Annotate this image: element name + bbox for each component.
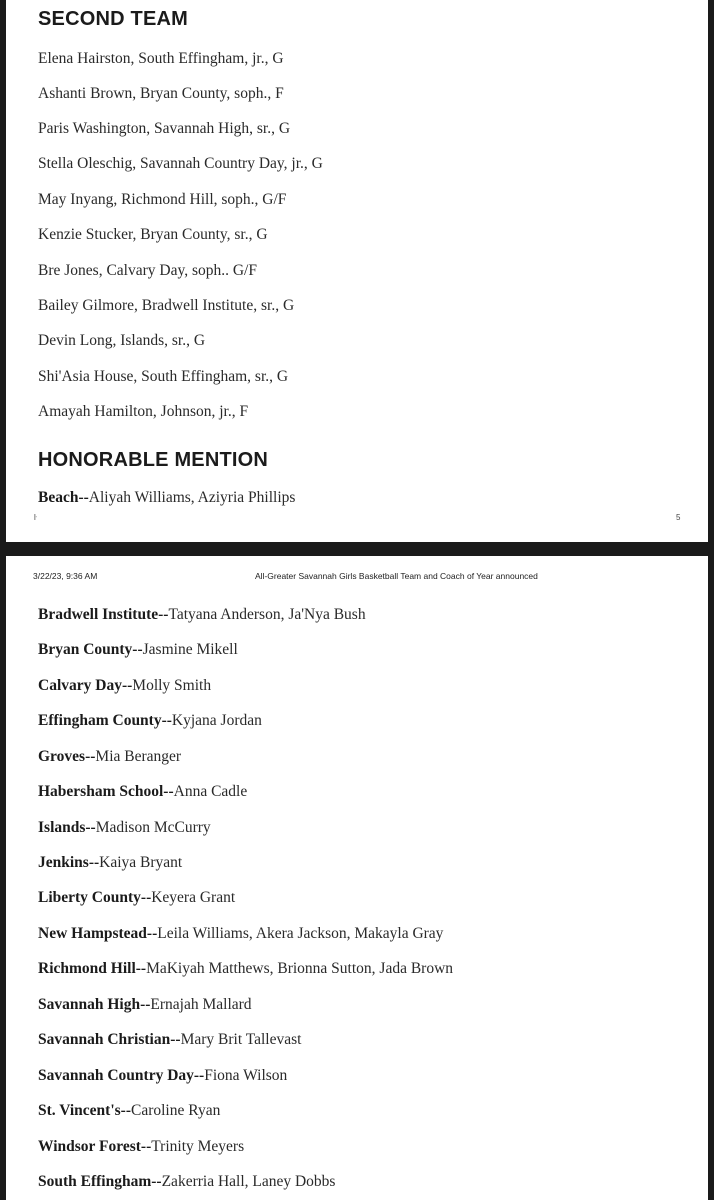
second-team-entry: Bailey Gilmore, Bradwell Institute, sr., G bbox=[38, 297, 295, 314]
honorable-mention-entry bbox=[38, 1102, 220, 1120]
school-name: St. Vincent's-- bbox=[38, 1102, 131, 1119]
player-names: Anna Cadle bbox=[173, 783, 248, 800]
school-name: Savannah Christian-- bbox=[38, 1031, 181, 1048]
honorable-mention-entry bbox=[38, 712, 262, 730]
school-name: Beach-- bbox=[38, 489, 89, 506]
honorable-mention-entry bbox=[38, 783, 247, 801]
player-names: Keyera Grant bbox=[151, 889, 236, 906]
player-names: Madison McCurry bbox=[95, 819, 211, 836]
school-name: Groves-- bbox=[38, 748, 96, 765]
school-name: Richmond Hill-- bbox=[38, 960, 147, 977]
player-names: Trinity Meyers bbox=[151, 1138, 245, 1155]
honorable-mention-entry bbox=[38, 960, 453, 978]
player-names: Jasmine Mikell bbox=[142, 641, 238, 658]
school-name: Savannah High-- bbox=[38, 996, 151, 1013]
honorable-mention-entry bbox=[38, 1173, 335, 1191]
school-name: Islands-- bbox=[38, 819, 96, 836]
school-name: Habersham School-- bbox=[38, 783, 174, 800]
honorable-mention-entry bbox=[38, 889, 235, 907]
school-name: New Hampstead-- bbox=[38, 925, 158, 942]
school-name: South Effingham-- bbox=[38, 1173, 162, 1190]
player-names: Tatyana Anderson, Ja'Nya Bush bbox=[168, 606, 366, 623]
player-names: Aliyah Williams, Aziyria Phillips bbox=[88, 489, 296, 506]
player-names: Fiona Wilson bbox=[204, 1067, 288, 1084]
school-name: Effingham County-- bbox=[38, 712, 172, 729]
document-page-1 bbox=[6, 0, 708, 542]
player-names: Mia Beranger bbox=[95, 748, 182, 765]
school-name: Bryan County-- bbox=[38, 641, 143, 658]
player-names: Leila Williams, Akera Jackson, Makayla Gray bbox=[157, 925, 444, 942]
honorable-mention-entry bbox=[38, 925, 443, 943]
honorable-mention-entry bbox=[38, 677, 211, 695]
honorable-mention-entry bbox=[38, 489, 295, 507]
page-edge-mark: ŀ bbox=[34, 513, 37, 522]
school-name: Calvary Day-- bbox=[38, 677, 133, 694]
school-name: Liberty County-- bbox=[38, 889, 152, 906]
second-team-entry: Shi'Asia House, South Effingham, sr., G bbox=[38, 368, 289, 385]
player-names: MaKiyah Matthews, Brionna Sutton, Jada Brown bbox=[146, 960, 454, 977]
second-team-entry: Amayah Hamilton, Johnson, jr., F bbox=[38, 403, 249, 420]
honorable-mention-entry bbox=[38, 819, 211, 837]
school-name: Windsor Forest-- bbox=[38, 1138, 152, 1155]
honorable-mention-heading: HONORABLE MENTION bbox=[38, 449, 269, 471]
print-header-title: All-Greater Savannah Girls Basketball Team and Coach of Year announced bbox=[255, 571, 538, 581]
player-names: Molly Smith bbox=[132, 677, 212, 694]
second-team-entry: Stella Oleschig, Savannah Country Day, jr., G bbox=[38, 155, 323, 172]
honorable-mention-entry bbox=[38, 641, 238, 659]
honorable-mention-entry bbox=[38, 1031, 301, 1049]
document-page-2 bbox=[6, 556, 708, 1200]
second-team-entry: Devin Long, Islands, sr., G bbox=[38, 332, 206, 349]
player-names: Kyjana Jordan bbox=[171, 712, 262, 729]
player-names: Caroline Ryan bbox=[131, 1102, 221, 1119]
second-team-entry: Bre Jones, Calvary Day, soph.. G/F bbox=[38, 262, 257, 279]
honorable-mention-entry bbox=[38, 1067, 287, 1085]
second-team-entry: Elena Hairston, South Effingham, jr., G bbox=[38, 50, 284, 67]
honorable-mention-entry bbox=[38, 748, 181, 766]
player-names: Kaiya Bryant bbox=[99, 854, 183, 871]
second-team-entry: Paris Washington, Savannah High, sr., G bbox=[38, 120, 291, 137]
player-names: Ernajah Mallard bbox=[150, 996, 252, 1013]
honorable-mention-entry bbox=[38, 1138, 244, 1156]
honorable-mention-entry bbox=[38, 996, 252, 1014]
print-date: 3/22/23, 9:36 AM bbox=[33, 571, 98, 581]
school-name: Bradwell Institute-- bbox=[38, 606, 169, 623]
honorable-mention-entry bbox=[38, 854, 182, 872]
school-name: Jenkins-- bbox=[38, 854, 100, 871]
second-team-entry: May Inyang, Richmond Hill, soph., G/F bbox=[38, 191, 287, 208]
school-name: Savannah Country Day-- bbox=[38, 1067, 205, 1084]
player-names: Mary Brit Tallevast bbox=[180, 1031, 302, 1048]
page-edge-mark: 5 bbox=[676, 513, 681, 522]
second-team-entry: Kenzie Stucker, Bryan County, sr., G bbox=[38, 226, 268, 243]
player-names: Zakerria Hall, Laney Dobbs bbox=[161, 1173, 336, 1190]
second-team-entry: Ashanti Brown, Bryan County, soph., F bbox=[38, 85, 284, 102]
second-team-heading: SECOND TEAM bbox=[38, 8, 188, 30]
honorable-mention-entry bbox=[38, 606, 366, 624]
